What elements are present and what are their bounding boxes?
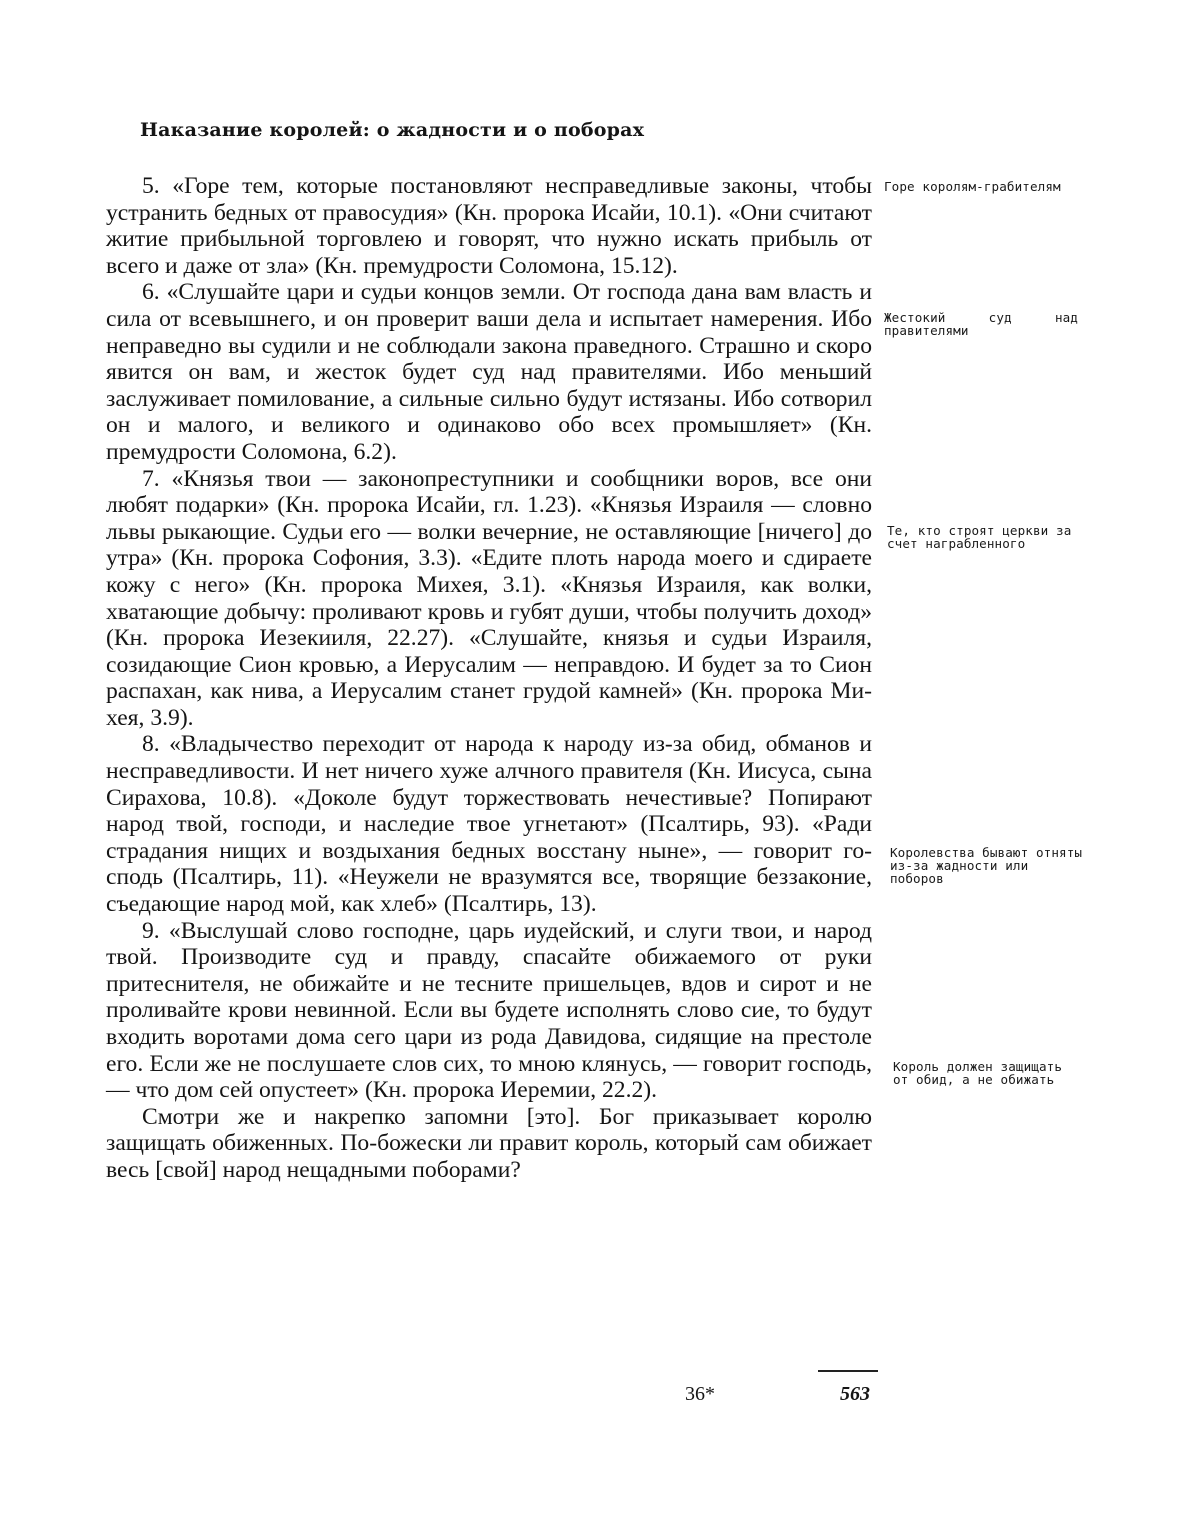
paragraph-6: 6. «Слушайте цари и судьи концов земли. От господа дана вам власть и сила от всевышнего, и он проверит ваши дела и испытает намерения. Ибо неправедно вы судили и не соблюдали закона праведного. Страшно и скоро явится он вам, и жесток будет суд над правителями. Ибо меньший заслуживает помилование, а сильные сильно будут истязаны. Ибо сотворил он и малого, и великого и одинаково обо всех промышляет» (Кн. премудрости Соломона, 6.2).	[106, 279, 872, 465]
paragraph-conclusion: Смотри же и накрепко запомни [это]. Бог приказывает королю защищать обиженных. По-божески ли правит король, который сам обижает весь [свой] народ нещадными поборами?	[106, 1103, 872, 1183]
paragraph-7: 7. «Князья твои — законопреступники и сообщники воров, все они любят подарки» (Кн. пророка Исайи, гл. 1.23). «Князья Израиля — словно львы рыкающие. Судьи его — волки вечерние, не оставляющие [ничего] до утра» (Кн. пророка Софония, 3.3). «Едите плоть народа моего и сдираете кожу с него» (Кн. пророка Михея, 3.1). «Князья Израиля, как волки, хватающие добычу: проливают кровь и губят души, чтобы получить доход» (Кн. пророка Иезекииля, 22.27). «Слушайте, князья и судьи Израиля, созидающие Сион кровью, а Иерусалим — неправдою. И будет за то Сион распахан, как нива, а Иерусалим станет грудой камней» (Кн. пророка Михея, 3.9).	[106, 465, 872, 731]
margin-note-5: Король должен защищать от обид, а не обижать	[893, 1059, 1063, 1087]
paragraph-8: 8. «Владычество переходит от народа к народу из-за обид, обманов и несправедливости. И нет ничего хуже алчного правителя (Кн. Иисуса, сына Сирахова, 10.8). «Доколе будут торжествовать нечестивые? Попирают народ твой, господи, и наследие твое угнетают» (Псалтирь, 93). «Ради страдания нищих и воздыхания бедных восстану ныне», — говорит господь (Псалтирь, 11). «Неужели не вразумятся все, творящие беззаконие, съедающие народ мой, как хлеб» (Псалтирь, 13).	[106, 731, 872, 918]
footer-rule	[818, 1370, 878, 1372]
margin-note-1: Горе королям-грабителям	[884, 179, 1061, 194]
paragraph-9: 9. «Выслушай слово господне, царь иудейский, и слуги твои, и народ твой. Производите суд и правду, спасайте обижаемого от руки притеснителя, не обижайте и не тесните пришельцев, вдов и сирот и не проливайте крови невинной. Если вы будете исполнять слово сие, то будут входить воротами дома сего цари из рода Давидова, сидящие на престоле его. Если же не послушаете слов сих, то мною клянусь, — говорит господь, — что дом сей опустеет» (Кн. пророка Иеремии, 22.2).	[106, 917, 872, 1104]
signature-mark: 36*	[685, 1383, 715, 1405]
margin-note-3: Те, кто строят церкви за счет награбленного	[887, 523, 1072, 551]
main-text	[106, 173, 872, 1184]
section-heading: Наказание королей: о жадности и о поборах	[140, 119, 645, 141]
margin-note-4: Королевства бывают отняты из-за жадности или поборов	[890, 845, 1083, 886]
page-number: 563	[840, 1383, 870, 1405]
paragraph-5: 5. «Горе тем, которые постановляют несправедливые законы, чтобы устранить бедных от правосудия» (Кн. пророка Исайи, 10.1). «Они считают житие прибыльной торговлею и говорят, что нужно искать прибыль от всего и даже от зла» (Кн. премудрости Соломона, 15.12).	[106, 173, 872, 279]
margin-note-2: Жестокий суд над правителями	[884, 310, 1078, 338]
